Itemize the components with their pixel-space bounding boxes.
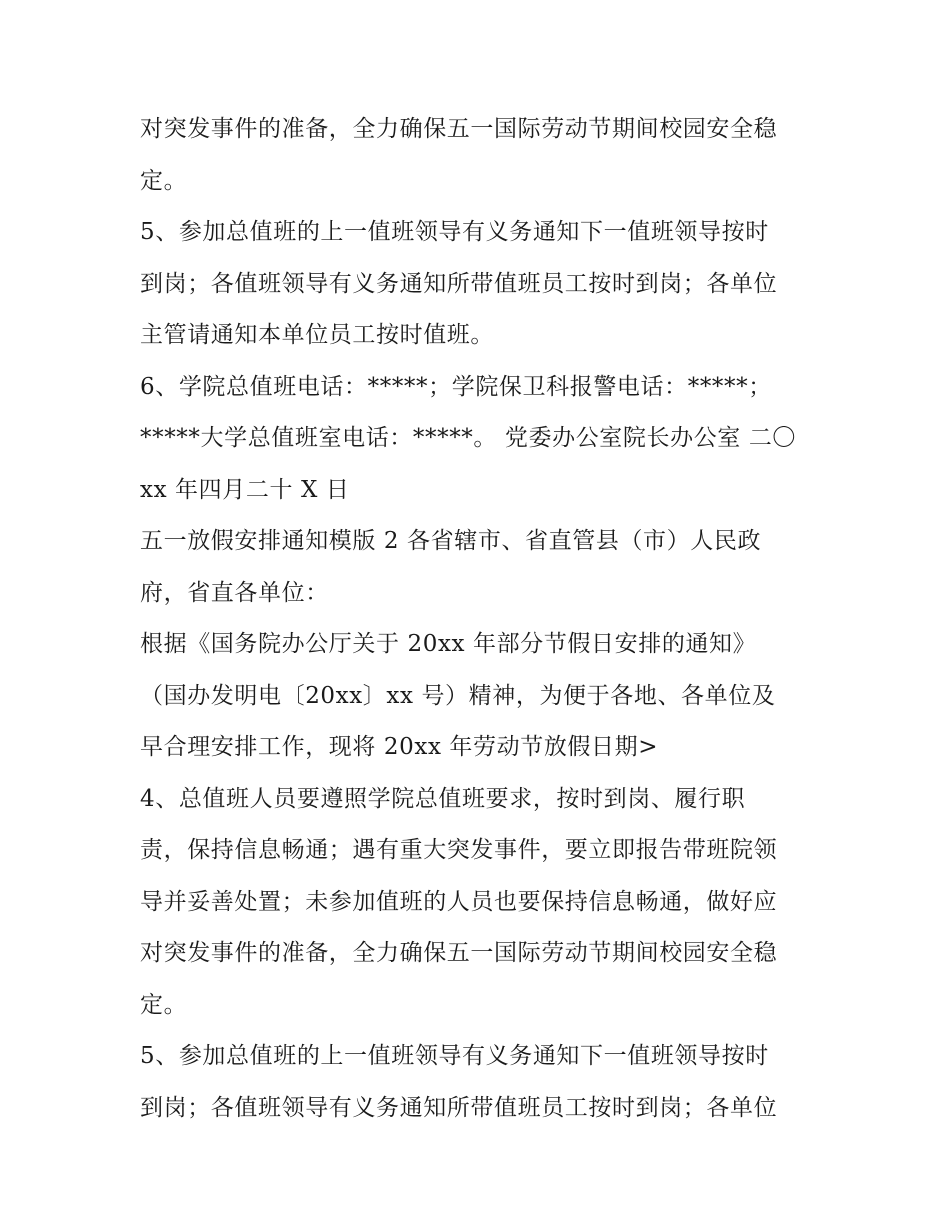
text-line: 责，保持信息畅通；遇有重大突发事件，要立即报告带班院领 (140, 837, 778, 863)
text-line: 府，省直各单位： (140, 579, 329, 606)
text-line: xx 年四月二十 X 日 (140, 476, 350, 503)
text-line: 早合理安排工作，现将 20xx 年劳动节放假日期> (140, 734, 659, 760)
text-line: 4、总值班人员要遵照学院总值班要求，按时到岗、履行职 (140, 785, 746, 812)
text-line: 对突发事件的准备，全力确保五一国际劳动节期间校园安全稳 (140, 940, 778, 966)
text-line: *****大学总值班室电话：*****。 党委办公室院长办公室 二〇 (140, 425, 797, 451)
text-line: 定。 (140, 167, 188, 194)
text-line: 对突发事件的准备，全力确保五一国际劳动节期间校园安全稳 (140, 116, 778, 142)
text-line: 根据《国务院办公厅关于 20xx 年部分节假日安排的通知》 (140, 631, 757, 657)
text-line: 定。 (140, 991, 188, 1018)
text-line: 6、学院总值班电话：*****；学院保卫科报警电话：*****； (140, 373, 772, 400)
text-line: 5、参加总值班的上一值班领导有义务通知下一值班领导按时 (140, 1043, 769, 1069)
text-line: 导并妥善处置；未参加值班的人员也要保持信息畅通，做好应 (140, 888, 778, 915)
text-line: 5、参加总值班的上一值班领导有义务通知下一值班领导按时 (140, 219, 769, 245)
text-line: 到岗；各值班领导有义务通知所带值班员工按时到岗；各单位 (140, 270, 778, 297)
document-body (140, 104, 820, 1134)
text-line: 主管请通知本单位员工按时值班。 (140, 322, 494, 348)
text-line: （国办发明电〔20xx〕xx 号）精神，为便于各地、各单位及 (140, 682, 776, 709)
text-line: 到岗；各值班领导有义务通知所带值班员工按时到岗；各单位 (140, 1094, 778, 1121)
text-line: 五一放假安排通知模版 2 各省辖市、省直管县（市）人民政 (140, 528, 762, 554)
